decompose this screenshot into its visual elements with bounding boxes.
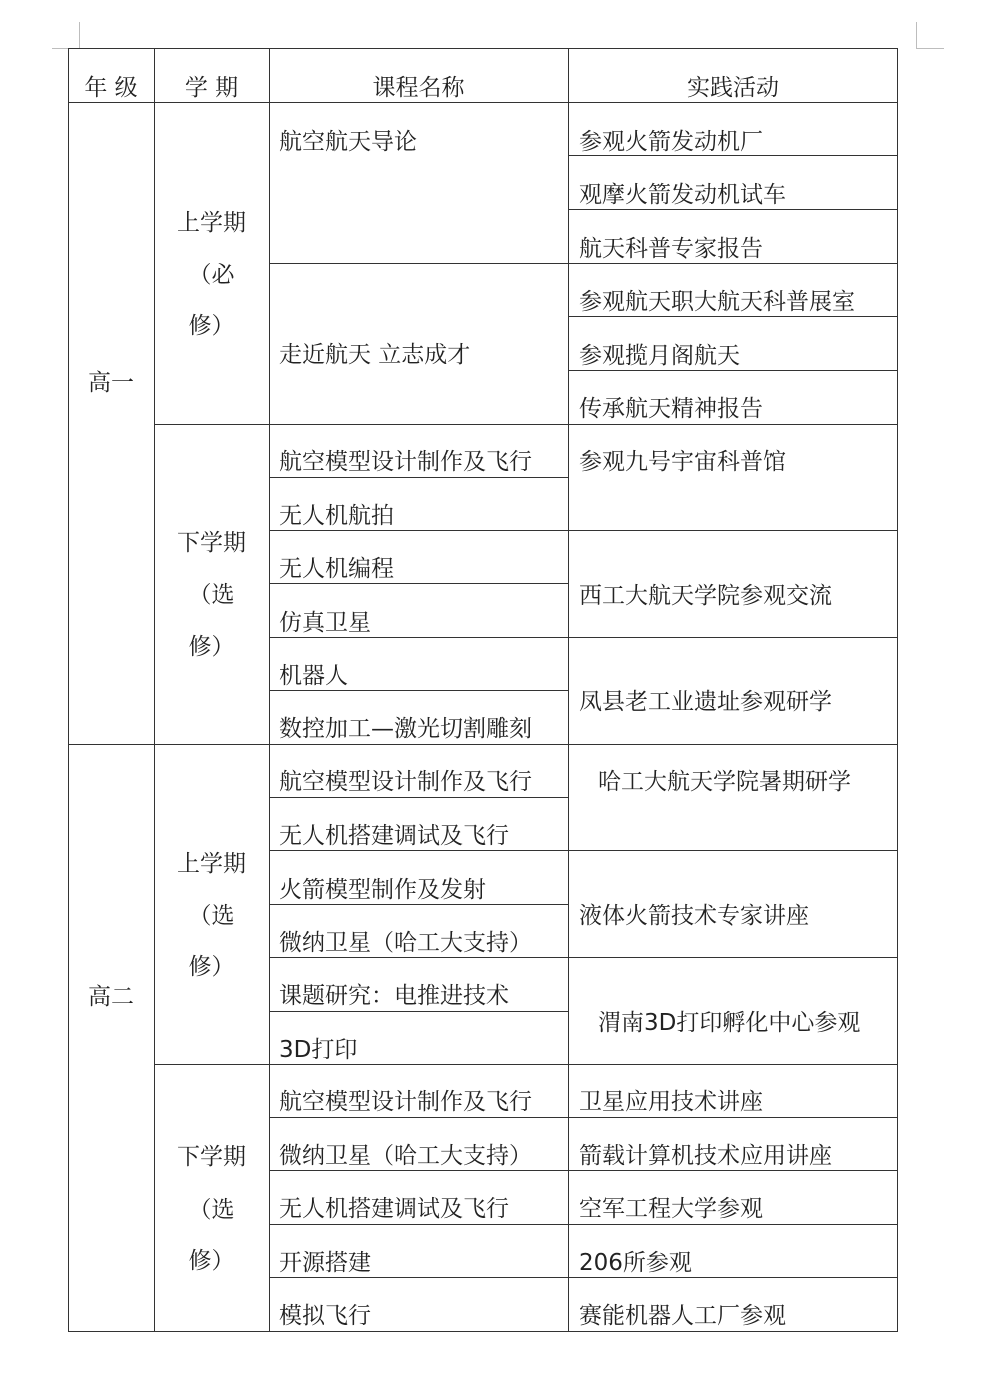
- activity-name: 参观揽月阁航天: [579, 343, 740, 369]
- course-divider: [269, 530, 569, 531]
- course-name: 走近航天 立志成才: [279, 342, 471, 368]
- activity-divider: [568, 637, 898, 638]
- semester-divider-g2: [154, 1064, 898, 1065]
- row-divider: [269, 1224, 898, 1225]
- activity-name: 渭南3D打印孵化中心参观: [598, 1010, 861, 1036]
- semester-note: 修）: [188, 313, 235, 339]
- page-corner-mark-right: [916, 48, 944, 49]
- activity-name: 参观火箭发动机厂: [579, 129, 763, 155]
- course-divider: [269, 850, 569, 851]
- activity-divider: [568, 850, 898, 851]
- page-corner-mark-right-v: [916, 22, 917, 49]
- activity-name: 凤县老工业遗址参观研学: [579, 689, 832, 715]
- activity-name: 空军工程大学参观: [579, 1196, 763, 1222]
- page-corner-mark-left-v: [79, 22, 80, 49]
- grade-divider: [68, 744, 898, 745]
- row-divider: [269, 1117, 898, 1118]
- row-divider: [269, 1170, 898, 1171]
- activity-name: 参观航天职大航天科普展室: [579, 289, 855, 315]
- course-name: 无人机搭建调试及飞行: [279, 823, 509, 849]
- semester-note: （选: [188, 903, 235, 929]
- course-name: 3D打印: [279, 1037, 358, 1063]
- curriculum-table: [68, 48, 898, 1332]
- semester-label: 上学期: [177, 851, 246, 877]
- semester-label: 下学期: [177, 1144, 246, 1170]
- semester-note: 修）: [188, 1248, 235, 1274]
- activity-name: 西工大航天学院参观交流: [579, 583, 832, 609]
- row-divider: [269, 1277, 898, 1278]
- semester-note: （选: [188, 582, 235, 608]
- course-name: 课题研究：电推进技术: [279, 983, 509, 1009]
- course-name: 航空模型设计制作及飞行: [279, 1089, 532, 1115]
- semester-note: 修）: [188, 634, 235, 660]
- course-divider: [269, 263, 569, 264]
- table-border-bottom: [68, 1331, 898, 1332]
- course-name: 航空模型设计制作及飞行: [279, 769, 532, 795]
- activity-divider: [568, 263, 898, 264]
- activity-name: 传承航天精神报告: [579, 396, 763, 422]
- course-name: 微纳卫星（哈工大支持）: [279, 1143, 532, 1169]
- activity-name: 箭载计算机技术应用讲座: [579, 1143, 832, 1169]
- course-name: 开源搭建: [279, 1250, 371, 1276]
- course-name: 机器人: [279, 663, 348, 689]
- activity-name: 航天科普专家报告: [579, 236, 763, 262]
- activity-divider: [568, 530, 898, 531]
- header-line: [68, 102, 898, 103]
- course-divider: [269, 583, 569, 584]
- activity-name: 观摩火箭发动机试车: [579, 182, 786, 208]
- activity-name: 卫星应用技术讲座: [579, 1089, 763, 1115]
- semester-note: 修）: [188, 954, 235, 980]
- header-course: 课程名称: [372, 75, 465, 101]
- activity-divider: [568, 370, 898, 371]
- col-line-1: [154, 48, 155, 1332]
- course-name: 仿真卫星: [279, 610, 371, 636]
- course-divider: [269, 904, 569, 905]
- header-grade: 年 级: [84, 75, 138, 101]
- activity-divider: [568, 957, 898, 958]
- course-name: 火箭模型制作及发射: [279, 877, 486, 903]
- course-divider: [269, 957, 569, 958]
- activity-divider: [568, 316, 898, 317]
- course-name: 数控加工—激光切割雕刻: [279, 716, 532, 742]
- course-name: 模拟飞行: [279, 1303, 371, 1329]
- course-name: 航空航天导论: [279, 129, 417, 155]
- activity-name: 液体火箭技术专家讲座: [579, 903, 809, 929]
- course-name: 无人机航拍: [279, 503, 394, 529]
- activity-name: 参观九号宇宙科普馆: [579, 449, 786, 475]
- activity-name: 206所参观: [579, 1250, 692, 1276]
- course-name: 航空模型设计制作及飞行: [279, 449, 532, 475]
- semester-divider-g1: [154, 424, 898, 425]
- course-name: 无人机编程: [279, 556, 394, 582]
- grade-label: 高二: [88, 984, 134, 1010]
- course-name: 微纳卫星（哈工大支持）: [279, 930, 532, 956]
- course-name: 无人机搭建调试及飞行: [279, 1196, 509, 1222]
- course-divider: [269, 1011, 569, 1012]
- table-border-right: [897, 48, 898, 1332]
- course-divider: [269, 797, 569, 798]
- activity-name: 赛能机器人工厂参观: [579, 1303, 786, 1329]
- header-semester: 学 期: [184, 75, 239, 101]
- activity-divider: [568, 209, 898, 210]
- course-divider: [269, 477, 569, 478]
- course-divider: [269, 637, 569, 638]
- activity-name: 哈工大航天学院暑期研学: [598, 769, 851, 795]
- semester-label: 下学期: [177, 530, 246, 556]
- table-border-top: [68, 48, 898, 49]
- semester-note: （必: [188, 262, 235, 288]
- semester-note: （选: [188, 1197, 235, 1223]
- course-divider: [269, 690, 569, 691]
- header-activity: 实践活动: [687, 75, 779, 101]
- table-border-left: [68, 48, 69, 1332]
- semester-label: 上学期: [177, 210, 246, 236]
- grade-label: 高一: [88, 370, 134, 396]
